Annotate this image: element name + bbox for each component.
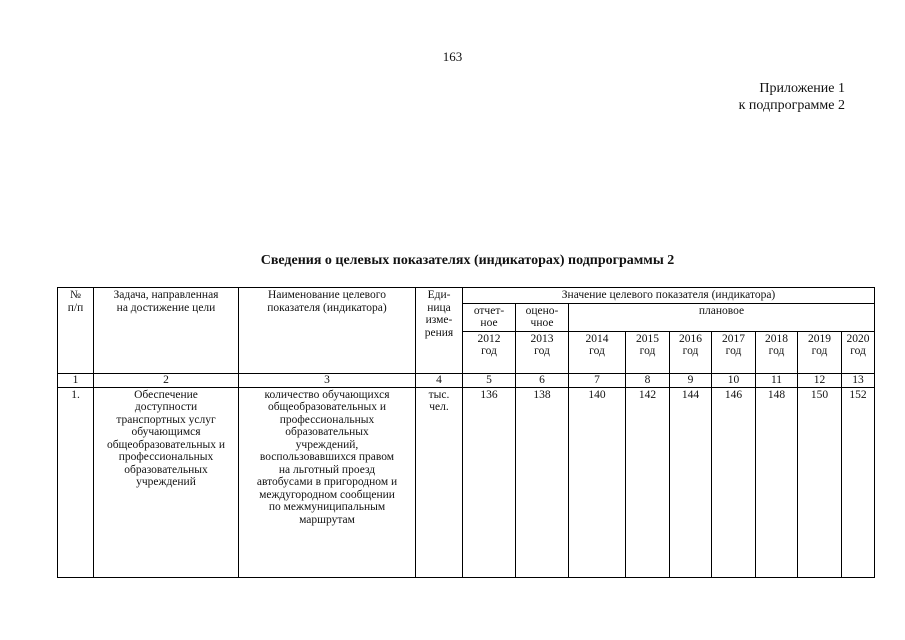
appendix-line-1: Приложение 1 xyxy=(759,81,845,96)
year-2018-suffix: год xyxy=(768,345,785,357)
year-2012-label: 2012 xyxy=(477,332,501,345)
indicator-line: междугородном сообщении xyxy=(259,488,395,501)
year-2016-label: 2016 xyxy=(679,332,702,345)
header-unit-l3: изме- xyxy=(425,314,453,326)
column-number: 7 xyxy=(569,373,626,387)
header-year-2016 xyxy=(670,331,712,373)
header-reported xyxy=(463,303,516,331)
year-2017-suffix: год xyxy=(725,345,742,357)
year-2013-label: 2013 xyxy=(530,332,554,345)
year-2018-label: 2018 xyxy=(765,332,788,345)
year-2016-suffix: год xyxy=(682,345,699,357)
task-line: доступности xyxy=(134,401,198,413)
unit-line-2: чел. xyxy=(429,401,449,413)
year-2014-suffix: год xyxy=(589,345,605,357)
value-2016: 144 xyxy=(670,387,712,577)
indicator-line: маршрутам xyxy=(299,513,355,526)
row-indicator-name xyxy=(239,387,416,577)
row-unit xyxy=(416,387,463,577)
year-2017-label: 2017 xyxy=(722,332,745,345)
header-unit-l4: рения xyxy=(424,326,454,339)
header-year-2013 xyxy=(516,331,569,373)
header-estimated-l1: оцено- xyxy=(525,304,559,317)
column-number: 1 xyxy=(58,373,94,387)
header-indicator-name xyxy=(239,288,416,374)
header-name-line2: показателя (индикатора) xyxy=(267,301,387,314)
task-line: Обеспечение xyxy=(134,388,198,401)
column-number: 11 xyxy=(756,373,798,387)
header-unit-l1: Еди- xyxy=(427,289,451,301)
value-2018: 148 xyxy=(756,387,798,577)
column-number: 10 xyxy=(712,373,756,387)
value-2012: 136 xyxy=(463,387,516,577)
appendix-note xyxy=(739,80,845,114)
value-2015: 142 xyxy=(626,387,670,577)
value-2020: 152 xyxy=(842,387,875,577)
header-task-line1: Задача, направленная xyxy=(113,289,219,301)
header-year-2020 xyxy=(842,331,875,373)
indicators-table xyxy=(57,287,875,578)
header-reported-l2: ное xyxy=(480,317,498,329)
header-year-2012 xyxy=(463,331,516,373)
document-title: Сведения о целевых показателях (индикаторах) подпрограммы 2 xyxy=(260,253,675,268)
task-line: профессиональных xyxy=(118,451,214,463)
value-2017: 146 xyxy=(712,387,756,577)
year-2019-suffix: год xyxy=(811,345,828,357)
indicator-line: профессиональных xyxy=(279,413,375,426)
year-2020-suffix: год xyxy=(850,345,866,357)
year-2014-label: 2014 xyxy=(585,332,609,345)
indicator-line: по межмуниципальным xyxy=(268,501,386,513)
column-number: 4 xyxy=(416,373,463,387)
header-num xyxy=(58,288,94,374)
appendix-line-2: к подпрограмме 2 xyxy=(738,98,845,113)
header-year-2017 xyxy=(712,331,756,373)
year-2015-label: 2015 xyxy=(636,332,659,345)
value-2013: 138 xyxy=(516,387,569,577)
header-name-line1: Наименование целевого xyxy=(268,289,386,301)
row-task xyxy=(94,387,239,577)
column-number: 2 xyxy=(94,373,239,387)
row-number: 1. xyxy=(58,387,94,577)
task-line: транспортных услуг xyxy=(116,413,216,426)
header-task xyxy=(94,288,239,374)
column-number: 13 xyxy=(842,373,875,387)
year-2015-suffix: год xyxy=(639,345,656,357)
header-reported-l1: отчет- xyxy=(473,304,505,317)
unit-line-1: тыс. xyxy=(428,388,450,401)
year-2013-suffix: год xyxy=(534,345,550,357)
column-number-row xyxy=(58,373,875,387)
header-year-2018 xyxy=(756,331,798,373)
indicator-line: на льготный проезд xyxy=(278,463,376,476)
page-number: 163 xyxy=(442,49,463,64)
header-unit xyxy=(416,288,463,374)
year-2020-label: 2020 xyxy=(846,332,870,345)
task-line: образовательных xyxy=(124,463,208,476)
header-num-line1: № xyxy=(70,289,81,301)
indicator-line: общеобразовательных и xyxy=(267,401,387,413)
header-year-2015 xyxy=(626,331,670,373)
header-value-group: Значение целевого показателя (индикатора) xyxy=(463,288,875,304)
indicator-line: автобусами в пригородном и xyxy=(256,476,398,488)
header-year-2014 xyxy=(569,331,626,373)
value-2014: 140 xyxy=(569,387,626,577)
task-line: учреждений xyxy=(136,476,196,488)
column-number: 6 xyxy=(516,373,569,387)
header-estimated xyxy=(516,303,569,331)
column-number: 12 xyxy=(798,373,842,387)
header-num-line2: п/п xyxy=(67,301,84,314)
indicator-line: воспользовавшихся правом xyxy=(259,451,395,463)
column-number: 8 xyxy=(626,373,670,387)
year-2012-suffix: год xyxy=(481,345,497,357)
column-number: 3 xyxy=(239,373,416,387)
value-2019: 150 xyxy=(798,387,842,577)
header-year-2019 xyxy=(798,331,842,373)
header-row-1 xyxy=(58,288,875,304)
table-row xyxy=(58,387,875,577)
column-number: 5 xyxy=(463,373,516,387)
column-number: 9 xyxy=(670,373,712,387)
task-line: обучающимся xyxy=(131,426,201,438)
header-planned: плановое xyxy=(569,303,875,331)
year-2019-label: 2019 xyxy=(808,332,831,345)
header-unit-l2: ница xyxy=(427,301,451,314)
indicator-line: учреждений, xyxy=(295,438,359,451)
task-line: общеобразовательных и xyxy=(106,438,226,451)
indicator-line: количество обучающихся xyxy=(264,388,390,401)
header-estimated-l2: чное xyxy=(530,317,554,329)
header-task-line2: на достижение цели xyxy=(116,301,216,314)
indicator-line: образовательных xyxy=(285,426,369,438)
